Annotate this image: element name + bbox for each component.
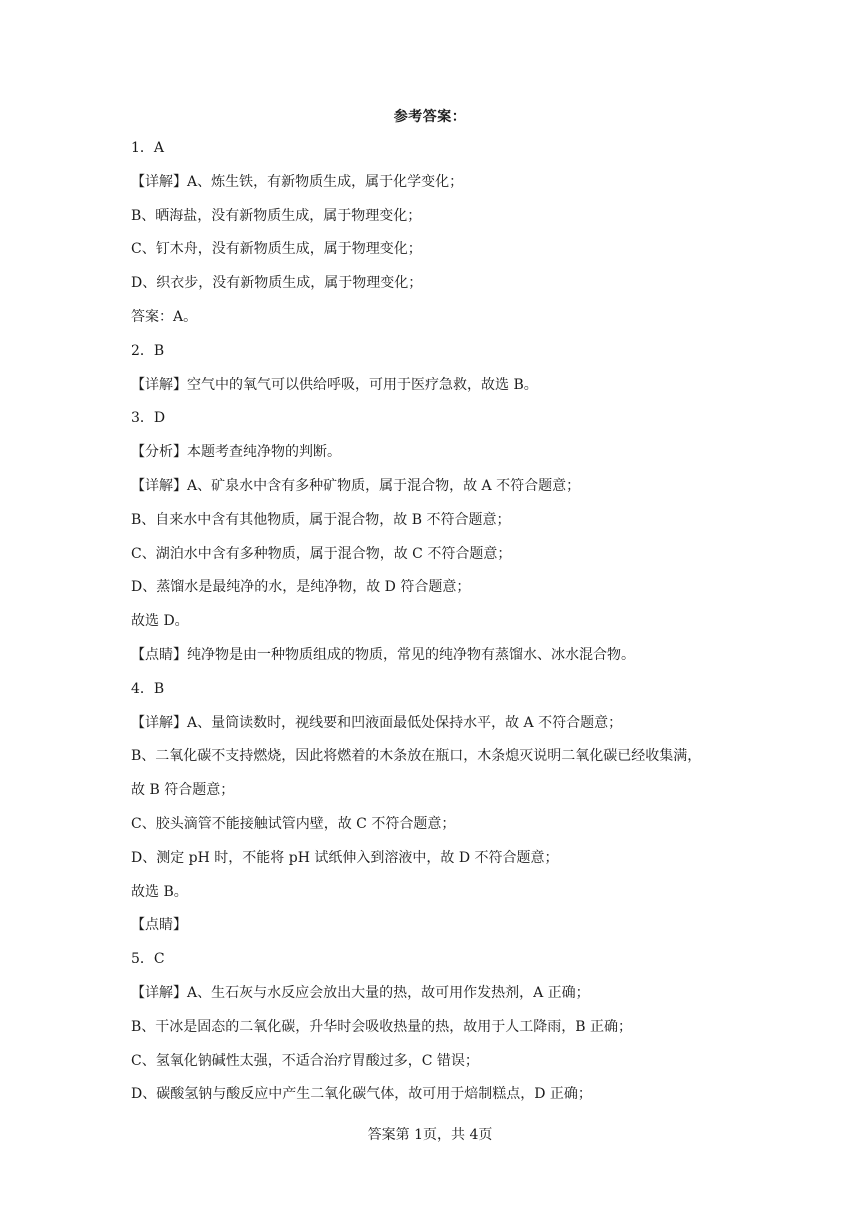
text-line: D、碳酸氢钠与酸反应中产生二氧化碳气体，故可用于焙制糕点，D 正确； [131,1086,592,1103]
text-line: D、蒸馏水是最纯净的水，是纯净物，故 D 符合题意； [131,579,471,596]
answer-content [131,132,771,1112]
text-line: C、氢氧化钠碱性太强，不适合治疗胃酸过多，C 错误； [131,1052,479,1069]
text-line: 3．D [131,410,166,427]
text-line: 【详解】A、生石灰与水反应会放出大量的热，故可用作发热剂，A 正确； [131,984,590,1001]
text-line: B、自来水中含有其他物质，属于混合物，故 B 不符合题意； [131,511,511,528]
text-line: 【详解】A、矿泉水中含有多种矿物质，属于混合物，故 A 不符合题意； [131,477,581,494]
text-line: B、干冰是固态的二氧化碳，升华时会吸收热量的热，故用于人工降雨，B 正确； [131,1018,633,1035]
text-line: 答案：A。 [131,308,198,325]
text-line: B、二氧化碳不支持燃烧，因此将燃着的木条放在瓶口，木条熄灭说明二氧化碳已经收集满， [131,748,702,765]
text-line: 故选 B。 [131,883,188,900]
text-line: C、湖泊水中含有多种物质，属于混合物，故 C 不符合题意； [131,545,512,562]
text-line: 【详解】A、炼生铁，有新物质生成，属于化学变化； [131,173,464,190]
text-line: 故 B 符合题意； [131,782,235,799]
page-title: 参考答案： [393,109,467,125]
text-line: D、测定 pH 时，不能将 pH 试纸伸入到溶液中，故 D 不符合题意； [131,849,559,866]
page-footer: 答案第 1页，共 4页 [367,1127,493,1143]
text-line: 1．A [131,140,165,156]
text-line: B、晒海盐，没有新物质生成，属于物理变化； [131,207,422,224]
text-line: 故选 D。 [131,613,189,630]
text-line: 【分析】本题考查纯净物的判断。 [131,444,341,461]
text-line: 4．B [131,680,165,697]
text-line: 2．B [131,342,165,359]
text-line: 【详解】空气中的氧气可以供给呼吸，可用于医疗急救，故选 B。 [131,376,538,393]
text-line: D、织衣步，没有新物质生成，属于物理变化； [131,275,423,292]
text-line: 【点睛】 [131,917,187,934]
text-line: C、胶头滴管不能接触试管内壁，故 C 不符合题意； [131,815,456,832]
text-line: 【详解】A、量筒读数时，视线要和凹液面最低处保持水平，故 A 不符合题意； [131,714,623,731]
text-line: 【点睛】纯净物是由一种物质组成的物质，常见的纯净物有蒸馏水、冰水混合物。 [131,646,635,663]
text-line: 5．C [131,951,165,968]
text-line: C、钉木舟，没有新物质生成，属于物理变化； [131,241,422,258]
